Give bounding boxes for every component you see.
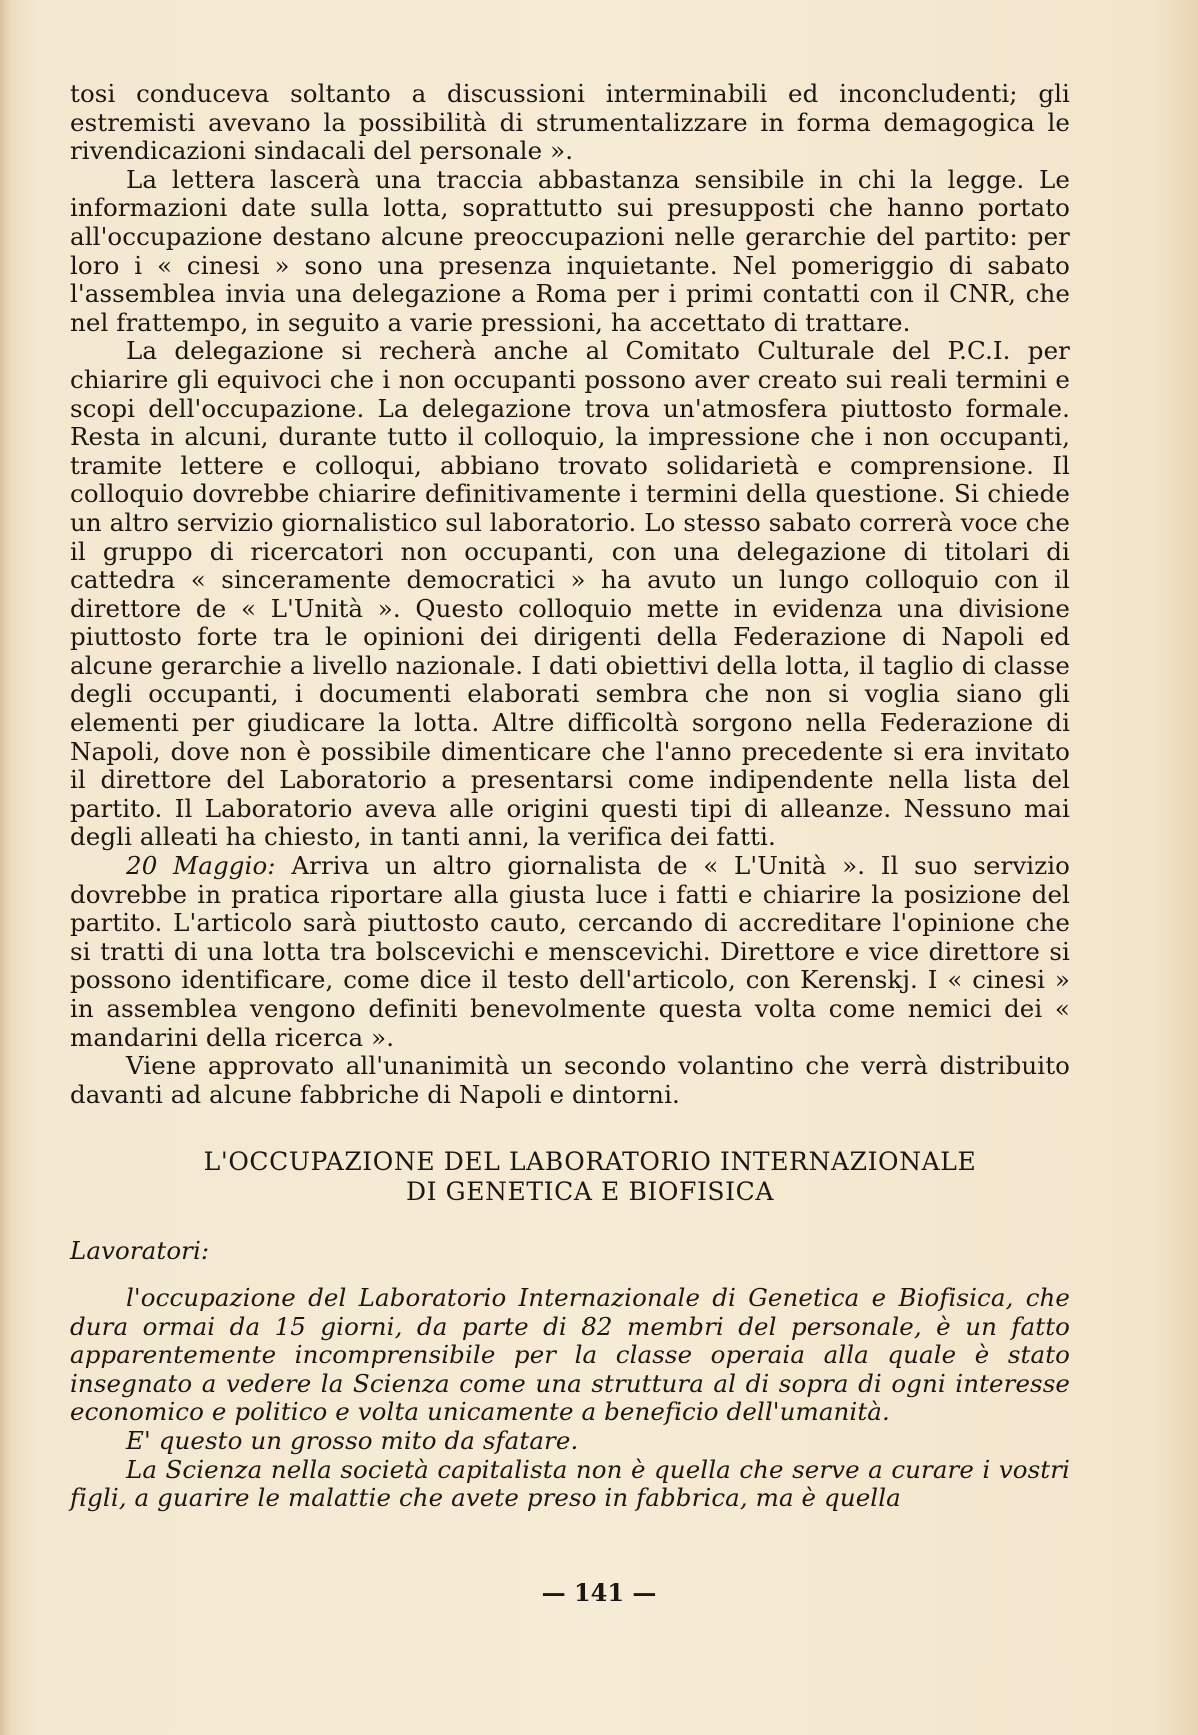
leaflet-title-line-2: DI GENETICA E BIOFISICA <box>405 1177 775 1207</box>
paragraph-5: Viene approvato all'unanimità un secondo volantino che verrà distribuito davanti ad alcune fabbriche di Napoli e dintorni. <box>70 1051 1070 1109</box>
paragraph-2: La lettera lascerà una traccia abbastanza sensibile in chi la legge. Le informazioni date sulla lotta, soprattutto sui presupposti che hanno portato all'occupazione destano alcune preoccupazioni nelle gerarchie del partito: per loro i « cinesi » sono una presenza inquietante. Nel pomeriggio di sabato l'assemblea invia una delegazione a Roma per i primi contatti con il CNR, che nel frattempo, in seguito a varie pressioni, ha accettato di trattare. <box>70 164 1070 337</box>
paragraph-4-text: Arriva un altro giornalista de « L'Unità ». Il suo servizio dovrebbe in pratica riportare alla giusta luce i fatti e chiarire la posizione del partito. L'articolo sarà piuttosto cauto, cercando di accreditare l'opinione che si tratti di una lotta tra bolscevichi e menscevichi. Direttore e vice direttore si possono identificare, come dice il testo dell'articolo, con Kerenskj. I « cinesi » in assemblea vengono definiti benevolmente questa volta come nemici dei « mandarini della ricerca ». <box>70 851 1070 1052</box>
paragraph-1: tosi conduceva soltanto a discussioni interminabili ed inconcludenti; gli estremisti avevano la possibilità di strumentalizzare in forma demagogica le rivendicazioni sindacali del personale ». <box>70 79 1070 166</box>
leaflet-title <box>70 1147 1070 1207</box>
page-text <box>70 80 1070 1513</box>
leaflet-title-line-1: L'OCCUPAZIONE DEL LABORATORIO INTERNAZIONALE <box>203 1147 977 1177</box>
leaflet-paragraph-1: l'occupazione del Laboratorio Internazionale di Genetica e Biofisica, che dura ormai da 15 giorni, da parte di 82 membri del personale, è un fatto apparentemente incomprensibile per la classe operaia alla quale è stato insegnato a vedere la Scienza come una struttura al di sopra di ogni interesse economico e politico e volta unicamente a beneficio dell'umanità. <box>70 1282 1070 1427</box>
leaflet-body <box>70 1284 1070 1513</box>
leaflet-paragraph-2: E' questo un grosso mito da sfatare. <box>126 1425 579 1455</box>
date-label: 20 Maggio: <box>126 851 276 881</box>
paragraph-4 <box>70 852 1070 1052</box>
paragraph-3: La delegazione si recherà anche al Comitato Culturale del P.C.I. per chiarire gli equivoci che i non occupanti possono aver creato sui reali termini e scopi dell'occupazione. La delegazione trova un'atmosfera piuttosto formale. Resta in alcuni, durante tutto il colloquio, la impressione che i non occupanti, tramite lettere e colloqui, abbiano trovato solidarietà e comprensione. Il colloquio dovrebbe chiarire definitivamente i termini della questione. Si chiede un altro servizio giornalistico sul laboratorio. Lo stesso sabato correrà voce che il gruppo di ricercatori non occupanti, con una delegazione di titolari di cattedra « sinceramente democratici » ha avuto un lungo colloquio con il direttore de « L'Unità ». Questo colloquio mette in evidenza una divisione piuttosto forte tra le opinioni dei dirigenti della Federazione di Napoli ed alcune gerarchie a livello nazionale. I dati obiettivi della lotta, il taglio di classe degli occupanti, i documenti elaborati sembra che non si voglia siano gli elementi per giudicare la lotta. Altre difficoltà sorgono nella Federazione di Napoli, dove non è possibile dimenticare che l'anno precedente si era invitato il direttore del Laboratorio a presentarsi come indipendente nella lista del partito. Il Laboratorio aveva alle origini questi tipi di alleanze. Nessuno mai degli alleati ha chiesto, in tanti anni, la verifica dei fatti. <box>70 336 1070 852</box>
page-number: — 141 — <box>541 1578 657 1607</box>
leaflet-paragraph-3: La Scienza nella società capitalista non è quella che serve a curare i vostri figli, a guarire le malattie che avete preso in fabbrica, ma è quella <box>70 1454 1070 1513</box>
leaflet-salutation: Lavoratori: <box>70 1236 210 1266</box>
